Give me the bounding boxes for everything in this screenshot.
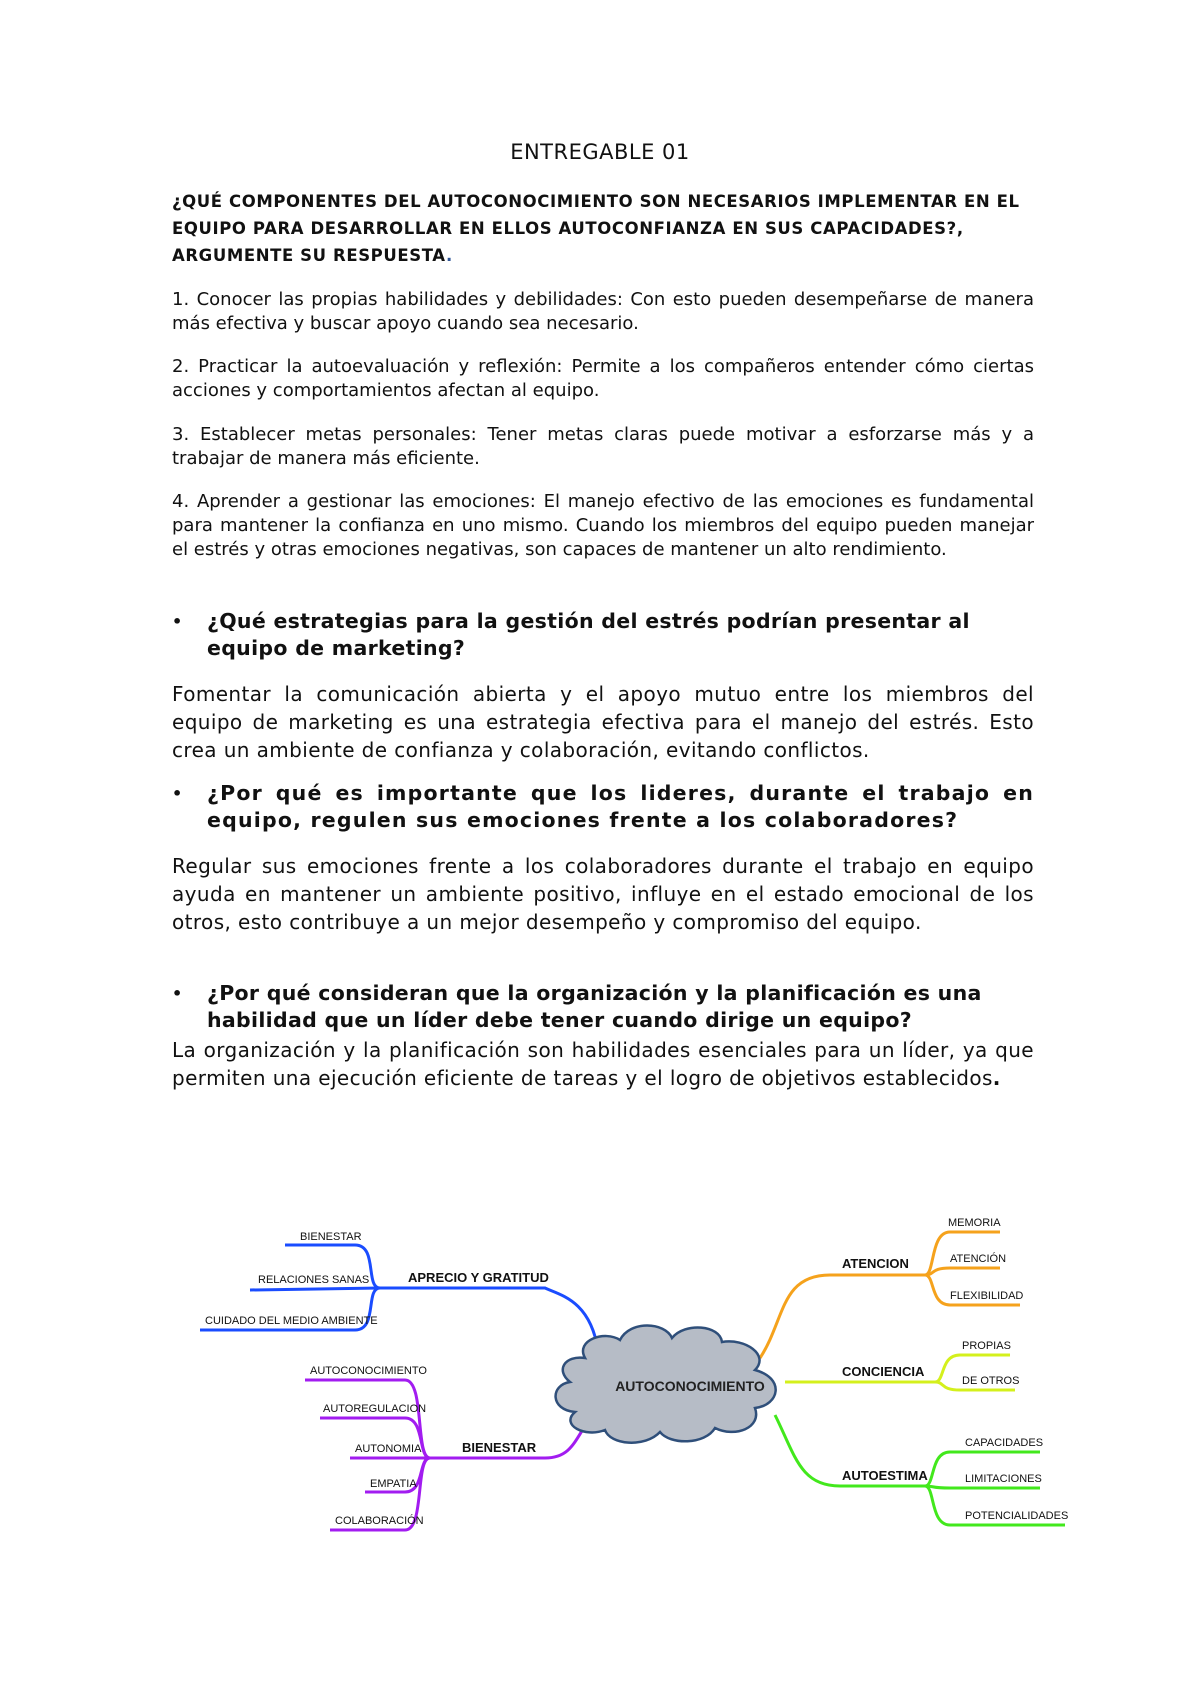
leaf-label: MEMORIA [948,1217,1001,1229]
leaf-label: PROPIAS [962,1340,1011,1352]
main-question [172,188,1034,269]
section-question-text: ¿Por qué consideran que la organización y la planificación es una habilidad que un líder debe tener cuando dirige un equipo? [207,981,982,1032]
leaf-label: AUTOREGULACION [323,1403,427,1415]
leaf-label: RELACIONES SANAS [258,1274,370,1286]
branch-label: BIENESTAR [462,1440,537,1455]
leaf-line [925,1268,1000,1275]
leaf-label: CAPACIDADES [965,1437,1044,1449]
leaf-line [925,1486,1040,1488]
section-question [172,608,1034,662]
branch-line [760,1275,925,1358]
bullet-icon: • [172,612,183,631]
branch-line [380,1288,598,1350]
leaf-label: POTENCIALIDADES [965,1510,1069,1522]
list-item: 3. Establecer metas personales: Tener metas claras puede motivar a esforzarse más y a trabajar de manera más eficiente. [172,424,1034,469]
section-answer: Fomentar la comunicación abierta y el apoyo mutuo entre los miembros del equipo de marketing es una estrategia efectiva para el manejo del estrés. Esto crea un ambiente de confianza y colaboración, evitando conflictos. [172,682,1034,762]
leaf-label: BIENESTAR [300,1231,362,1243]
branch-label: APRECIO Y GRATITUD [408,1270,549,1285]
leaf-line [250,1288,380,1290]
section-answer: Regular sus emociones frente a los colaboradores durante el trabajo en equipo ayuda en mantener un ambiente positivo, influye en el estado emocional de los otros, esto contribuye a un mejor desempeño y compromiso del equipo. [172,854,1034,934]
section-question [172,780,1034,834]
leaf-label: AUTOCONOCIMIENTO [310,1365,427,1377]
branch-aprecio [200,1231,598,1350]
list-item: 1. Conocer las propias habilidades y debilidades: Con esto pueden desempeñarse de manera más efectiva y buscar apoyo cuando sea necesario. [172,289,1034,334]
main-question-period: . [445,246,453,265]
leaf-label: COLABORACIÓN [335,1515,424,1527]
leaf-label: DE OTROS [962,1375,1020,1387]
leaf-label: LIMITACIONES [965,1473,1042,1485]
bullet-icon: • [172,984,183,1003]
branch-label: CONCIENCIA [842,1364,925,1379]
section-answer-period: . [992,1066,1001,1090]
document-title: ENTREGABLE 01 [510,140,690,164]
center-node [556,1326,776,1443]
branch-conciencia [785,1340,1019,1390]
leaf-label: CUIDADO DEL MEDIO AMBIENTE [205,1315,378,1327]
section-question [172,980,1034,1034]
main-question-text: ¿QUÉ COMPONENTES DEL AUTOCONOCIMIENTO SON NECESARIOS IMPLEMENTAR EN EL EQUIPO PARA DESARROLLAR EN ELLOS AUTOCONFIANZA EN SUS CAPACIDADES?, ARGUMENTE SU RESPUESTA [172,192,1020,265]
branch-label: ATENCION [842,1256,909,1271]
branch-atencion [760,1217,1023,1358]
list-item: 4. Aprender a gestionar las emociones: El manejo efectivo de las emociones es fundamental para mantener la confianza en uno mismo. Cuando los miembros del equipo pueden manejar el estrés y otras emociones negativas, son capaces de mantener un alto rendimiento. [172,491,1034,560]
leaf-label: AUTONOMIA [355,1443,422,1455]
section-question-text: ¿Qué estrategias para la gestión del estrés podrían presentar al equipo de marketing? [207,609,970,660]
leaf-label: EMPATIA [370,1478,417,1490]
bullet-icon: • [172,784,184,803]
mind-map [0,1190,1200,1570]
branch-bienestar [305,1365,598,1530]
branch-label: AUTOESTIMA [842,1468,928,1483]
leaf-label: ATENCIÓN [950,1253,1007,1265]
branch-autoestima [775,1415,1068,1525]
leaf-label: FLEXIBILIDAD [950,1290,1024,1302]
section-answer [172,1036,1034,1092]
section-answer-text: La organización y la planificación son habilidades esenciales para un líder, ya que permiten una ejecución eficiente de tareas y el logro de objetivos establecidos [172,1038,1034,1090]
list-item: 2. Practicar la autoevaluación y reflexión: Permite a los compañeros entender cómo ciertas acciones y comportamientos afectan al equipo. [172,356,1034,401]
center-label: AUTOCONOCIMIENTO [615,1378,765,1394]
section-question-text: ¿Por qué es importante que los lideres, durante el trabajo en equipo, regulen sus emociones frente a los colaboradores? [207,781,1034,832]
